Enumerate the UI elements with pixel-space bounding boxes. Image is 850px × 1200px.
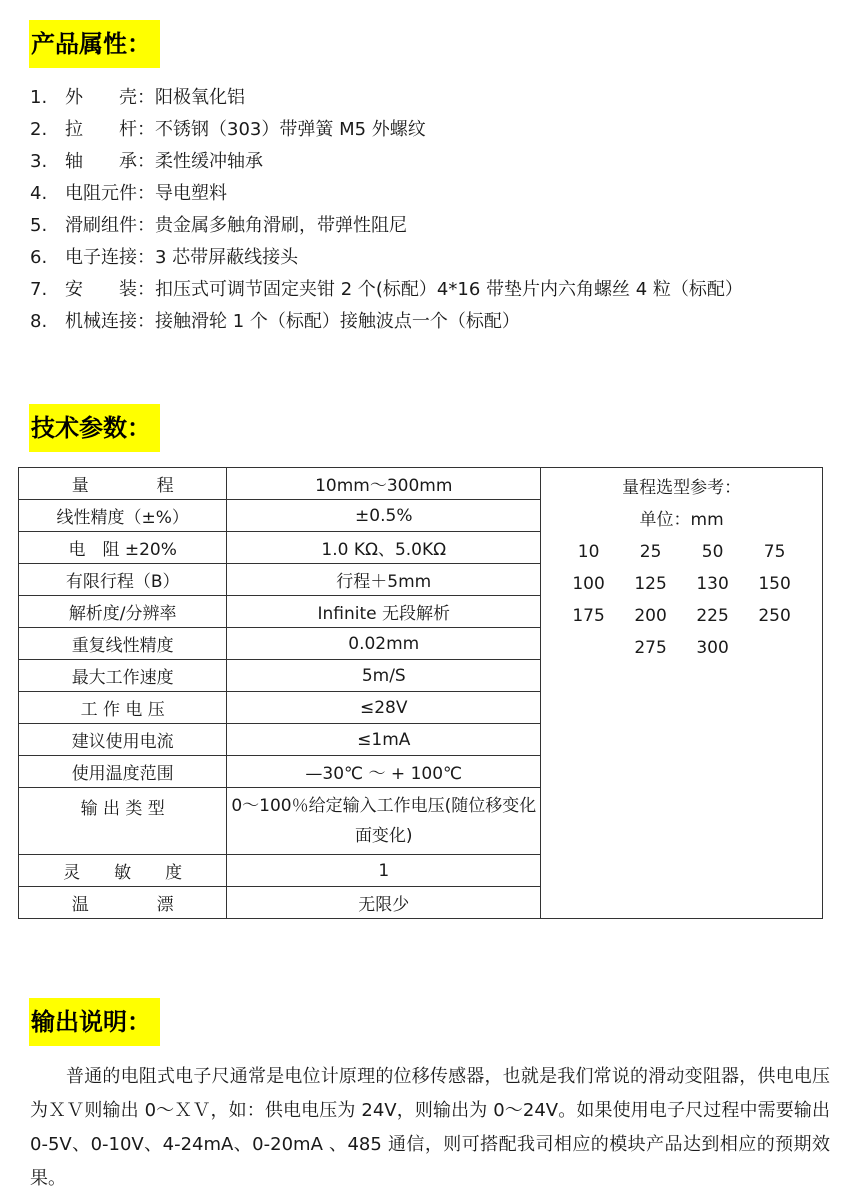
attribute-item [30, 178, 743, 210]
attribute-item [30, 242, 743, 274]
attribute-number: 2. [30, 119, 48, 140]
range-value: 175 [572, 606, 605, 626]
spec-label: 最大工作速度 [19, 660, 227, 692]
output-description: 普通的电阻式电子尺通常是电位计原理的位移传感器，也就是我们常说的滑动变阻器，供电电压为ＸＶ则输出 0～ＸＶ，如：供电电压为 24V，则输出为 0～24V。如果使用电子尺过程中需要输出 0-5V、0-10V、4-24mA、0-20mA 、485 通信，则可搭配我司相应的模块产品达到相应的预期效果。 [30, 1066, 830, 1189]
attribute-item [30, 306, 743, 338]
range-value: 75 [763, 542, 786, 562]
spec-value: 1.0 KΩ、5.0KΩ [227, 532, 541, 564]
spec-label: 解析度/分辨率 [19, 596, 227, 628]
spec-value: ≤1mA [227, 724, 541, 756]
spec-label: 量 程 [19, 468, 227, 500]
spec-label: 建议使用电流 [19, 724, 227, 756]
spec-value: ±0.5% [227, 500, 541, 532]
range-value: 300 [696, 638, 729, 658]
attributes-list [30, 82, 743, 338]
range-value: 250 [758, 606, 791, 626]
attribute-text: 滑刷组件：贵金属多触角滑刷，带弹性阻尼 [65, 215, 407, 236]
spec-label: 重复线性精度 [19, 628, 227, 660]
spec-label: 电 阻 ±20% [19, 532, 227, 564]
spec-value: 无限少 [227, 887, 541, 919]
range-value [559, 632, 619, 664]
range-value: 10 [577, 542, 600, 562]
range-value: 150 [758, 574, 791, 594]
spec-value: 10mm～300mm [227, 468, 541, 500]
attribute-text: 安 装：扣压式可调节固定夹钳 2 个(标配）4*16 带垫片内六角螺丝 4 粒（标配） [65, 279, 743, 300]
attribute-number: 6. [30, 247, 48, 268]
table-row [19, 468, 823, 500]
attribute-text: 拉 杆：不锈钢（303）带弹簧 M5 外螺纹 [65, 119, 426, 140]
attribute-number: 5. [30, 215, 48, 236]
spec-label: 工 作 电 压 [19, 692, 227, 724]
attribute-item [30, 82, 743, 114]
spec-label: 使用温度范围 [19, 756, 227, 788]
attribute-item [30, 114, 743, 146]
attributes-heading: 产品属性： [29, 20, 160, 68]
spec-label: 输 出 类 型 [19, 788, 227, 855]
output-heading: 输出说明： [29, 998, 160, 1046]
range-value: 125 [634, 574, 667, 594]
attribute-number: 7. [30, 279, 48, 300]
range-values-grid [541, 536, 822, 664]
spec-value: 0.02mm [227, 628, 541, 660]
spec-value: —30℃ ～ + 100℃ [227, 756, 541, 788]
attribute-text: 电阻元件：导电塑料 [65, 183, 227, 204]
attribute-number: 1. [30, 87, 48, 108]
attribute-text: 电子连接：3 芯带屏蔽线接头 [65, 247, 299, 268]
range-value: 275 [634, 638, 667, 658]
attribute-text: 机械连接：接触滑轮 1 个（标配）接触波点一个（标配） [65, 311, 520, 332]
range-value [745, 632, 805, 664]
attribute-text: 外 壳：阳极氧化铝 [65, 87, 245, 108]
spec-label: 有限行程（B） [19, 564, 227, 596]
spec-value: Infinite 无段解析 [227, 596, 541, 628]
attribute-number: 8. [30, 311, 48, 332]
spec-table [18, 467, 823, 919]
spec-value: 1 [227, 855, 541, 887]
range-reference-unit: 单位：mm [639, 510, 724, 530]
spec-label: 灵 敏 度 [19, 855, 227, 887]
attribute-item [30, 274, 743, 306]
spec-label: 温 漂 [19, 887, 227, 919]
params-heading: 技术参数： [29, 404, 160, 452]
range-value: 100 [572, 574, 605, 594]
attribute-item [30, 210, 743, 242]
range-value: 225 [696, 606, 729, 626]
spec-value: 5m/S [227, 660, 541, 692]
range-value: 130 [696, 574, 729, 594]
range-value: 50 [701, 542, 724, 562]
range-value: 25 [639, 542, 662, 562]
range-reference-title: 量程选型参考： [622, 478, 742, 498]
attribute-item [30, 146, 743, 178]
range-value: 200 [634, 606, 667, 626]
range-reference [541, 468, 823, 919]
spec-label: 线性精度（±%） [19, 500, 227, 532]
spec-value: 行程＋5mm [227, 564, 541, 596]
attribute-number: 4. [30, 183, 48, 204]
attribute-number: 3. [30, 151, 48, 172]
attribute-text: 轴 承：柔性缓冲轴承 [65, 151, 263, 172]
spec-value: ≤28V [227, 692, 541, 724]
spec-value: 0～100％给定输入工作电压(随位移变化面变化) [227, 788, 541, 855]
